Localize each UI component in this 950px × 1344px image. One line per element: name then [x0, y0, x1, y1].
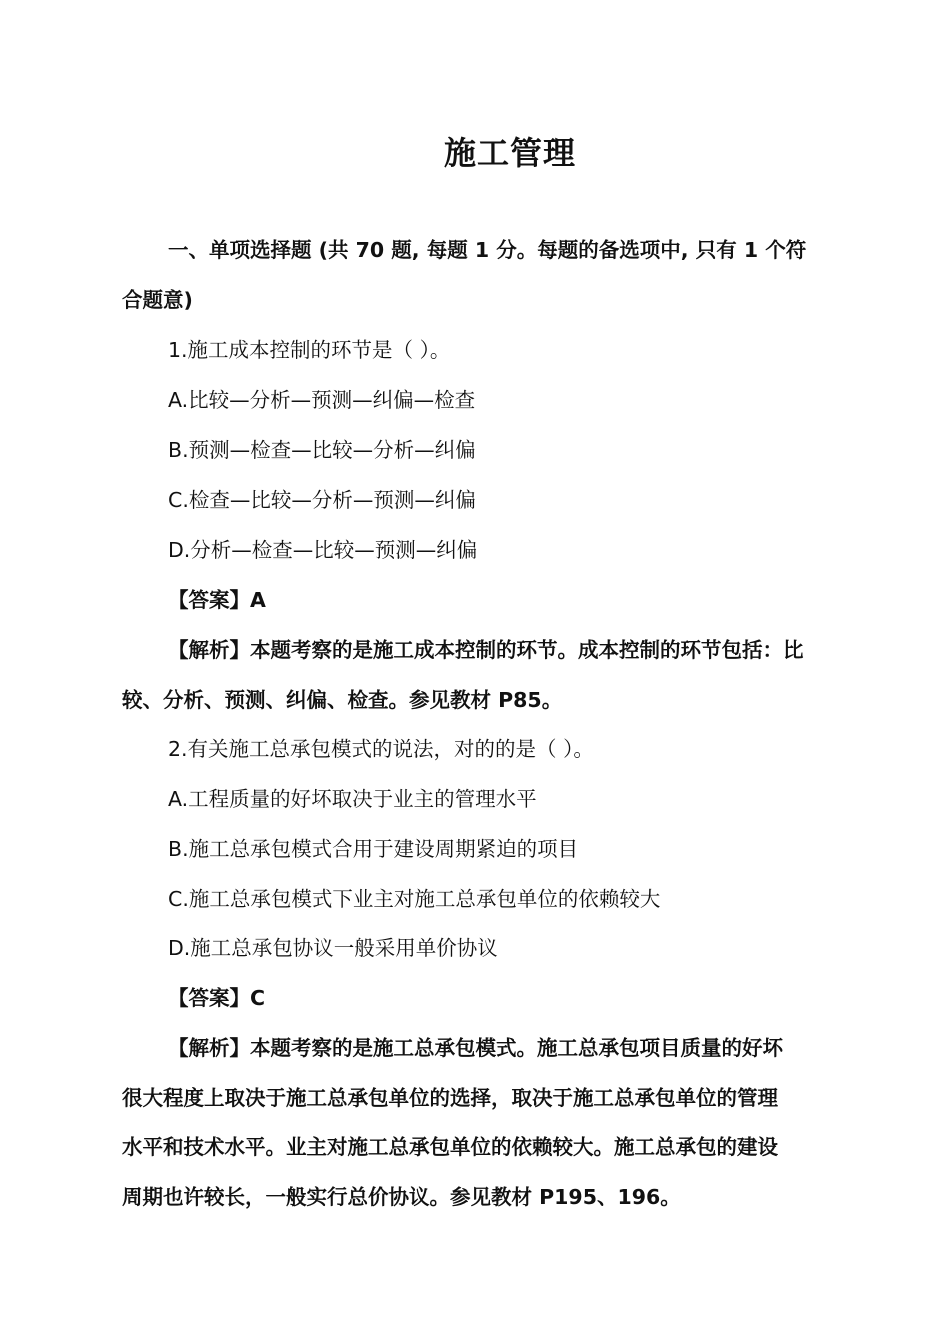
question-2-answer: 【答案】C	[168, 986, 266, 1010]
question-2-analysis-line-1: 【解析】本题考察的是施工总承包模式。施工总承包项目质量的好坏	[168, 1036, 783, 1060]
question-1-option-d: D.分析—检查—比较—预测—纠偏	[168, 538, 478, 562]
question-2-option-d: D.施工总承包协议一般采用单价协议	[168, 936, 498, 960]
question-2-analysis-line-4: 周期也许较长，一般实行总价协议。参见教材 P195、196。	[122, 1185, 681, 1209]
section-heading-line-2: 合题意)	[122, 288, 193, 312]
question-2-option-c: C.施工总承包模式下业主对施工总承包单位的依赖较大	[168, 887, 661, 911]
question-1-answer: 【答案】A	[168, 588, 266, 612]
question-1-analysis-line-1: 【解析】本题考察的是施工成本控制的环节。成本控制的环节包括：比	[168, 638, 804, 662]
question-1-stem: 1.施工成本控制的环节是（ ）。	[168, 338, 451, 362]
question-2-analysis-line-2: 很大程度上取决于施工总承包单位的选择，取决于施工总承包单位的管理	[122, 1086, 778, 1110]
question-2-option-b: B.施工总承包模式合用于建设周期紧迫的项目	[168, 837, 579, 861]
question-1-analysis-line-2: 较、分析、预测、纠偏、检查。参见教材 P85。	[122, 688, 563, 712]
document-title: 施工管理	[443, 134, 576, 172]
question-1-option-b: B.预测—检查—比较—分析—纠偏	[168, 438, 476, 462]
question-2-option-a: A.工程质量的好坏取决于业主的管理水平	[168, 787, 537, 811]
section-heading-line-1: 一、单项选择题 (共 70 题, 每题 1 分。每题的备选项中, 只有 1 个符	[168, 238, 807, 262]
question-2-stem: 2.有关施工总承包模式的说法，对的的是（ ）。	[168, 737, 594, 761]
question-1-option-c: C.检查—比较—分析—预测—纠偏	[168, 488, 476, 512]
question-1-option-a: A.比较—分析—预测—纠偏—检查	[168, 388, 476, 412]
question-2-analysis-line-3: 水平和技术水平。业主对施工总承包单位的依赖较大。施工总承包的建设	[122, 1135, 778, 1159]
